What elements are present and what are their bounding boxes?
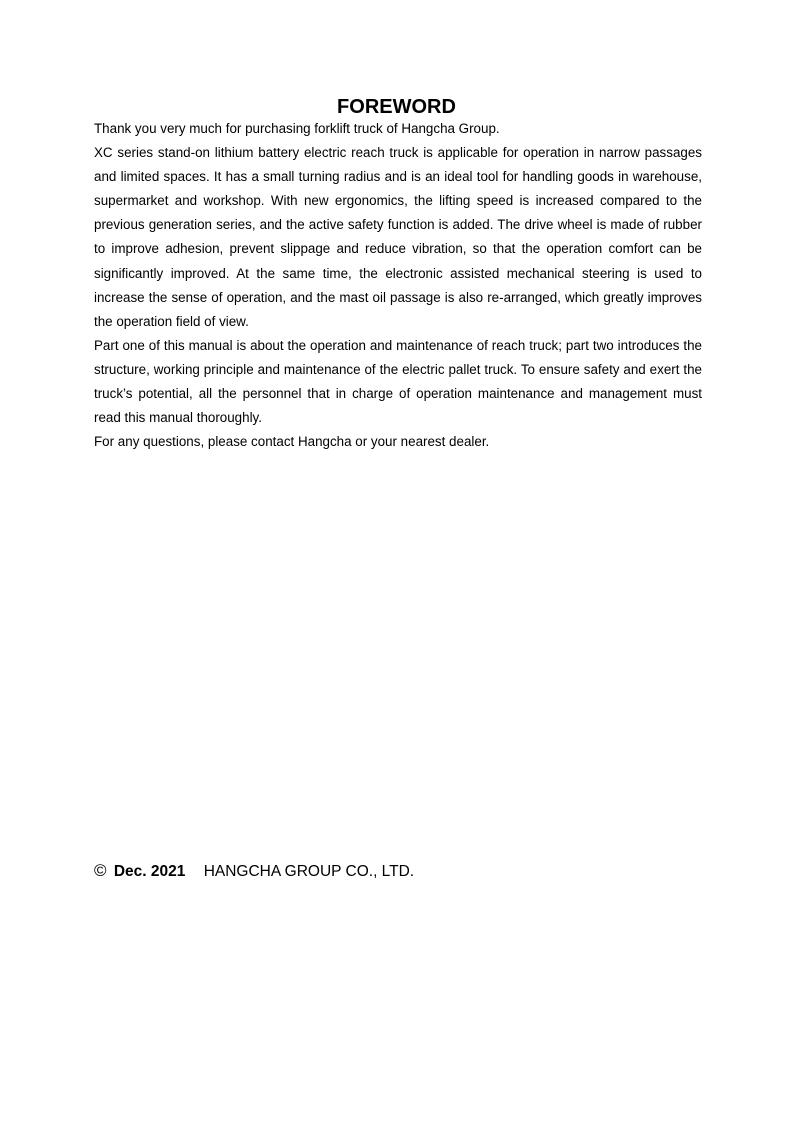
company-name: HANGCHA GROUP CO., LTD.: [203, 863, 415, 880]
copyright-icon: ©: [94, 861, 107, 880]
paragraph-manual-scope: Part one of this manual is about the operation and maintenance of reach truck; part two introduces the structure, working principle and maintenance of the electric pallet truck. To ensure safety and exert the truck’s potential, all the personnel that in charge of operation maintenance and management must read this manual thoroughly.: [94, 337, 702, 426]
paragraph-thanks: Thank you very much for purchasing forklift truck of Hangcha Group.: [94, 121, 500, 136]
copyright-footer: [94, 860, 414, 883]
page-title: FOREWORD: [337, 96, 456, 118]
paragraph-contact: For any questions, please contact Hangcha or your nearest dealer.: [94, 434, 490, 450]
foreword-body: [94, 117, 702, 454]
publication-date: Dec. 2021: [113, 863, 186, 880]
paragraph-product-description: XC series stand-on lithium battery electric reach truck is applicable for operation in narrow passages and limited spaces. It has a small turning radius and is an ideal tool for handling goods in warehouse, supermarket and workshop. With new ergonomics, the lifting speed is increased compared to the previous generation series, and the active safety function is added. The drive wheel is made of rubber to improve adhesion, prevent slippage and reduce vibration, so that the operation comfort can be significantly improved. At the same time, the electronic assisted mechanical steering is used to increase the sense of operation, and the mast oil passage is also re-arranged, which greatly improves the operation field of view.: [94, 145, 702, 329]
